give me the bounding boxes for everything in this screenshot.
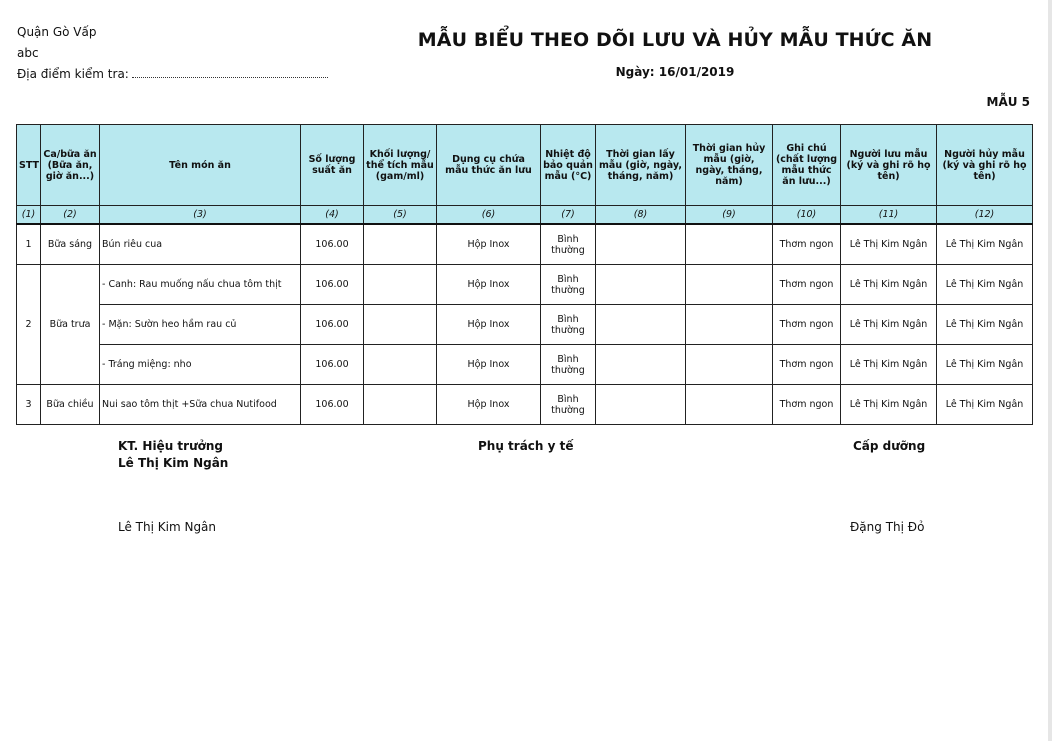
- cell-temperature: Bình thường: [541, 224, 596, 265]
- principal-signature-name: Lê Thị Kim Ngân: [118, 520, 217, 534]
- cell-note: Thơm ngon: [773, 305, 841, 345]
- column-number-row: [17, 206, 1033, 225]
- column-header: Thời gian hủy mẫu (giờ, ngày, tháng, năm): [686, 125, 773, 206]
- column-header: Thời gian lấy mẫu (giờ, ngày, tháng, năm): [596, 125, 686, 206]
- column-header: Người lưu mẫu (ký và ghi rõ họ tên): [841, 125, 937, 206]
- cell-weight: [364, 345, 437, 385]
- cell-dish: - Mặn: Sườn heo hầm rau củ: [100, 305, 301, 345]
- cook-title: Cấp dưỡng: [853, 439, 926, 453]
- principal-title: KT. Hiệu trưởng: [118, 439, 223, 453]
- food-sample-log-table: [16, 124, 1033, 425]
- cell-keeper: Lê Thị Kim Ngân: [841, 305, 937, 345]
- column-header: Người hủy mẫu (ký và ghi rõ họ tên): [937, 125, 1033, 206]
- column-number: (10): [773, 206, 841, 225]
- cell-stt: 1: [17, 224, 41, 265]
- cell-meal: Bữa trưa: [41, 265, 100, 385]
- column-number: (12): [937, 206, 1033, 225]
- cell-destroy-time: [686, 345, 773, 385]
- location-label: Địa điểm kiểm tra:: [17, 67, 129, 81]
- cell-temperature: Bình thường: [541, 385, 596, 425]
- cell-container: Hộp Inox: [437, 345, 541, 385]
- district-label: Quận Gò Vấp: [17, 25, 97, 39]
- table-row: [17, 345, 1033, 385]
- cell-meal: Bữa chiều: [41, 385, 100, 425]
- cell-container: Hộp Inox: [437, 305, 541, 345]
- column-header: Khối lượng/ thể tích mẫu (gam/ml): [364, 125, 437, 206]
- cell-container: Hộp Inox: [437, 385, 541, 425]
- column-number: (2): [41, 206, 100, 225]
- column-number: (9): [686, 206, 773, 225]
- column-header: Tên món ăn: [100, 125, 301, 206]
- cell-destroyer: Lê Thị Kim Ngân: [937, 345, 1033, 385]
- document-date: Ngày: 16/01/2019: [615, 65, 735, 79]
- cell-note: Thơm ngon: [773, 345, 841, 385]
- cell-destroy-time: [686, 385, 773, 425]
- form-code: MẪU 5: [986, 95, 1030, 109]
- cell-quantity: 106.00: [301, 305, 364, 345]
- table-row: [17, 224, 1033, 265]
- column-header: Dụng cụ chứa mẫu thức ăn lưu: [437, 125, 541, 206]
- cell-quantity: 106.00: [301, 385, 364, 425]
- cell-stt: 2: [17, 265, 41, 385]
- column-number: (5): [364, 206, 437, 225]
- document-header-left: [17, 22, 328, 85]
- column-number: (8): [596, 206, 686, 225]
- cell-dish: Nui sao tôm thịt +Sữa chua Nutifood: [100, 385, 301, 425]
- column-number: (3): [100, 206, 301, 225]
- cell-keeper: Lê Thị Kim Ngân: [841, 224, 937, 265]
- table-row: [17, 265, 1033, 305]
- cell-temperature: Bình thường: [541, 265, 596, 305]
- cell-weight: [364, 265, 437, 305]
- document-title: MẪU BIỂU THEO DÕI LƯU VÀ HỦY MẪU THỨC ĂN: [417, 29, 933, 51]
- cell-destroy-time: [686, 265, 773, 305]
- cell-container: Hộp Inox: [437, 265, 541, 305]
- school-label: abc: [17, 46, 39, 60]
- location-dotted-line: [132, 66, 328, 78]
- cell-dish: - Tráng miệng: nho: [100, 345, 301, 385]
- medical-staff-title: Phụ trách y tế: [478, 439, 574, 453]
- principal-subtitle: Lê Thị Kim Ngân: [118, 456, 229, 470]
- cell-temperature: Bình thường: [541, 345, 596, 385]
- cell-take-time: [596, 224, 686, 265]
- cell-take-time: [596, 265, 686, 305]
- cell-destroy-time: [686, 305, 773, 345]
- column-number: (7): [541, 206, 596, 225]
- cell-note: Thơm ngon: [773, 385, 841, 425]
- cook-signature-name: Đặng Thị Đỏ: [850, 520, 925, 534]
- cell-stt: 3: [17, 385, 41, 425]
- column-number: (1): [17, 206, 41, 225]
- vertical-scrollbar[interactable]: [1048, 0, 1052, 741]
- cell-meal: Bữa sáng: [41, 224, 100, 265]
- column-number: (4): [301, 206, 364, 225]
- column-header: STT: [17, 125, 41, 206]
- cell-destroyer: Lê Thị Kim Ngân: [937, 305, 1033, 345]
- cell-dish: Bún riêu cua: [100, 224, 301, 265]
- cell-dish: - Canh: Rau muống nấu chua tôm thịt: [100, 265, 301, 305]
- cell-container: Hộp Inox: [437, 224, 541, 265]
- cell-quantity: 106.00: [301, 345, 364, 385]
- column-number: (6): [437, 206, 541, 225]
- cell-take-time: [596, 345, 686, 385]
- cell-note: Thơm ngon: [773, 224, 841, 265]
- column-header: Ghi chú (chất lượng mẫu thức ăn lưu...): [773, 125, 841, 206]
- cell-destroyer: Lê Thị Kim Ngân: [937, 265, 1033, 305]
- cell-keeper: Lê Thị Kim Ngân: [841, 265, 937, 305]
- cell-quantity: 106.00: [301, 265, 364, 305]
- column-header: Số lượng suất ăn: [301, 125, 364, 206]
- cell-weight: [364, 224, 437, 265]
- column-header: Ca/bữa ăn (Bữa ăn, giờ ăn...): [41, 125, 100, 206]
- cell-take-time: [596, 305, 686, 345]
- cell-keeper: Lê Thị Kim Ngân: [841, 345, 937, 385]
- cell-quantity: 106.00: [301, 224, 364, 265]
- cell-destroyer: Lê Thị Kim Ngân: [937, 224, 1033, 265]
- table-row: [17, 385, 1033, 425]
- cell-temperature: Bình thường: [541, 305, 596, 345]
- table-row: [17, 305, 1033, 345]
- cell-take-time: [596, 385, 686, 425]
- column-header: Nhiệt độ bảo quản mẫu (°C): [541, 125, 596, 206]
- cell-keeper: Lê Thị Kim Ngân: [841, 385, 937, 425]
- table-header-row: [17, 125, 1033, 206]
- cell-note: Thơm ngon: [773, 265, 841, 305]
- column-number: (11): [841, 206, 937, 225]
- cell-destroyer: Lê Thị Kim Ngân: [937, 385, 1033, 425]
- location-line: [17, 64, 328, 85]
- cell-weight: [364, 305, 437, 345]
- cell-destroy-time: [686, 224, 773, 265]
- cell-weight: [364, 385, 437, 425]
